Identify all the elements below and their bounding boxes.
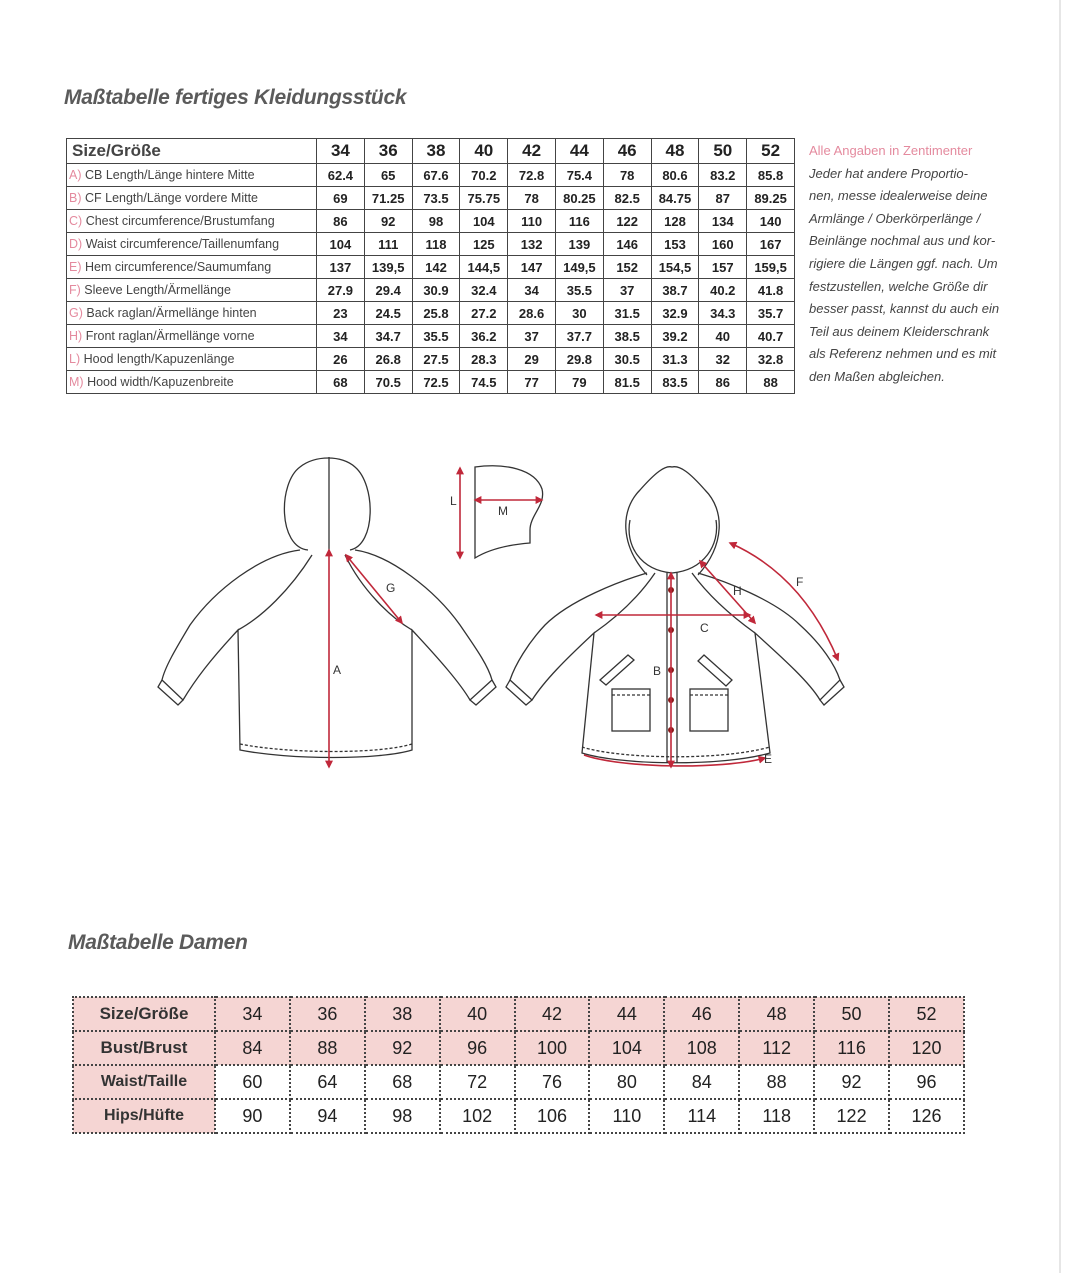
row-label xyxy=(67,233,317,256)
cell-value: 88 xyxy=(290,1031,365,1065)
cell-value: 40 xyxy=(699,325,747,348)
row-prefix: D) xyxy=(69,237,83,251)
row-label-text: Back raglan/Ärmellänge hinten xyxy=(86,306,257,320)
cell-value: 31.3 xyxy=(651,348,699,371)
women-size-table xyxy=(72,996,965,1134)
cell-value: 110 xyxy=(508,210,556,233)
cell-value: 75.75 xyxy=(460,187,508,210)
label-h: H xyxy=(733,584,742,598)
cell-value: 28.6 xyxy=(508,302,556,325)
cell-value: 23 xyxy=(317,302,365,325)
cell-value: 62.4 xyxy=(317,164,365,187)
cell-value: 32.4 xyxy=(460,279,508,302)
cell-value: 122 xyxy=(814,1099,889,1133)
cell-value: 30.9 xyxy=(412,279,460,302)
label-b: B xyxy=(653,664,662,678)
hood-detail xyxy=(450,466,543,558)
row-label xyxy=(67,256,317,279)
row-label-text: Hem circumference/Saumumfang xyxy=(84,260,272,274)
cell-value: 144,5 xyxy=(460,256,508,279)
cell-value: 90 xyxy=(215,1099,290,1133)
cell-value: 72 xyxy=(440,1065,515,1099)
cell-value: 159,5 xyxy=(747,256,795,279)
cell-value: 160 xyxy=(699,233,747,256)
cell-value: 27.9 xyxy=(317,279,365,302)
cell-value: 89.25 xyxy=(747,187,795,210)
row-prefix: E) xyxy=(69,260,82,274)
table-row xyxy=(67,233,795,256)
note-line: Teil aus deinem Kleiderschrank xyxy=(809,323,990,339)
size-col: 36 xyxy=(290,997,365,1031)
cell-value: 81.5 xyxy=(603,371,651,394)
cell-value: 37 xyxy=(508,325,556,348)
cell-value: 149,5 xyxy=(555,256,603,279)
cell-value: 69 xyxy=(317,187,365,210)
cell-value: 32 xyxy=(699,348,747,371)
cell-value: 111 xyxy=(364,233,412,256)
cell-value: 86 xyxy=(317,210,365,233)
label-m: M xyxy=(498,504,508,518)
row-label xyxy=(67,302,317,325)
cell-value: 74.5 xyxy=(460,371,508,394)
cell-value: 92 xyxy=(814,1065,889,1099)
cell-value: 108 xyxy=(664,1031,739,1065)
cell-value: 72.8 xyxy=(508,164,556,187)
size-col: 48 xyxy=(651,139,699,164)
table-row xyxy=(67,256,795,279)
cell-value: 80 xyxy=(589,1065,664,1099)
row-label-text: Sleeve Length/Ärmellänge xyxy=(84,283,231,297)
cell-value: 88 xyxy=(747,371,795,394)
cell-value: 84 xyxy=(215,1031,290,1065)
measurement-note xyxy=(809,140,1014,389)
cell-value: 86 xyxy=(699,371,747,394)
size-col: 44 xyxy=(555,139,603,164)
table-row xyxy=(67,210,795,233)
cell-value: 80.6 xyxy=(651,164,699,187)
size-col: 46 xyxy=(603,139,651,164)
jacket-back-view xyxy=(158,457,496,767)
cell-value: 85.8 xyxy=(747,164,795,187)
cell-value: 32.8 xyxy=(747,348,795,371)
cell-value: 96 xyxy=(889,1065,964,1099)
cell-value: 116 xyxy=(814,1031,889,1065)
label-g: G xyxy=(386,581,396,595)
row-prefix: F) xyxy=(69,283,81,297)
size-col: 46 xyxy=(664,997,739,1031)
cell-value: 82.5 xyxy=(603,187,651,210)
cell-value: 38.5 xyxy=(603,325,651,348)
table-row xyxy=(67,187,795,210)
cell-value: 38.7 xyxy=(651,279,699,302)
row-label xyxy=(67,371,317,394)
table-row xyxy=(73,1031,964,1065)
cell-value: 72.5 xyxy=(412,371,460,394)
row-prefix: B) xyxy=(69,191,82,205)
cell-value: 128 xyxy=(651,210,699,233)
row-label-text: Front raglan/Ärmellänge vorne xyxy=(85,329,255,343)
women-table-title: Maßtabelle Damen xyxy=(68,931,248,954)
cell-value: 87 xyxy=(699,187,747,210)
cell-value: 92 xyxy=(365,1031,440,1065)
table-row xyxy=(67,371,795,394)
table-row xyxy=(73,1065,964,1099)
cell-value: 94 xyxy=(290,1099,365,1133)
cell-value: 106 xyxy=(515,1099,590,1133)
cell-value: 146 xyxy=(603,233,651,256)
cell-value: 132 xyxy=(508,233,556,256)
cell-value: 125 xyxy=(460,233,508,256)
cell-value: 104 xyxy=(589,1031,664,1065)
note-line: den Maßen abgleichen. xyxy=(809,368,945,384)
cell-value: 40.2 xyxy=(699,279,747,302)
size-col: 36 xyxy=(364,139,412,164)
size-col: 52 xyxy=(747,139,795,164)
cell-value: 152 xyxy=(603,256,651,279)
size-col: 50 xyxy=(814,997,889,1031)
jacket-diagram xyxy=(150,455,870,785)
cell-value: 32.9 xyxy=(651,302,699,325)
cell-value: 154,5 xyxy=(651,256,699,279)
cell-value: 34 xyxy=(317,325,365,348)
size-col: 34 xyxy=(215,997,290,1031)
cell-value: 26.8 xyxy=(364,348,412,371)
row-label-text: Hood length/Kapuzenlänge xyxy=(83,352,235,366)
table-header-row xyxy=(73,997,964,1031)
size-col: 50 xyxy=(699,139,747,164)
cell-value: 84.75 xyxy=(651,187,699,210)
cell-value: 142 xyxy=(412,256,460,279)
cell-value: 116 xyxy=(555,210,603,233)
cell-value: 60 xyxy=(215,1065,290,1099)
cell-value: 70.2 xyxy=(460,164,508,187)
cell-value: 75.4 xyxy=(555,164,603,187)
table-row xyxy=(67,348,795,371)
table-row xyxy=(67,325,795,348)
cell-value: 34.7 xyxy=(364,325,412,348)
cell-value: 37.7 xyxy=(555,325,603,348)
cell-value: 29 xyxy=(508,348,556,371)
cell-value: 84 xyxy=(664,1065,739,1099)
label-a: A xyxy=(333,663,342,677)
cell-value: 41.8 xyxy=(747,279,795,302)
cell-value: 83.5 xyxy=(651,371,699,394)
cell-value: 70.5 xyxy=(364,371,412,394)
row-prefix: L) xyxy=(69,352,81,366)
cell-value: 104 xyxy=(317,233,365,256)
front-body xyxy=(510,573,840,763)
cell-value: 40.7 xyxy=(747,325,795,348)
jacket-front-view xyxy=(506,467,844,767)
note-line: Beinlänge nochmal aus und kor- xyxy=(809,233,996,249)
row-label xyxy=(67,348,317,371)
row-label: Bust/Brust xyxy=(73,1031,215,1065)
row-label-text: CB Length/Länge hintere Mitte xyxy=(84,168,255,182)
cell-value: 30.5 xyxy=(603,348,651,371)
cell-value: 68 xyxy=(365,1065,440,1099)
cell-value: 35.5 xyxy=(412,325,460,348)
row-label-text: Chest circumference/Brustumfang xyxy=(85,214,275,228)
back-body xyxy=(162,550,492,758)
cell-value: 79 xyxy=(555,371,603,394)
label-f: F xyxy=(796,575,804,589)
label-e: E xyxy=(764,752,773,766)
table-row xyxy=(73,1099,964,1133)
cell-value: 29.4 xyxy=(364,279,412,302)
cell-value: 100 xyxy=(515,1031,590,1065)
row-label-text: Waist circumference/Taillenumfang xyxy=(85,237,280,251)
finished-measurements-table xyxy=(66,138,795,394)
cell-value: 77 xyxy=(508,371,556,394)
size-col: 44 xyxy=(589,997,664,1031)
cell-value: 76 xyxy=(515,1065,590,1099)
table-row xyxy=(67,279,795,302)
cell-value: 28.3 xyxy=(460,348,508,371)
cell-value: 118 xyxy=(739,1099,814,1133)
cell-value: 96 xyxy=(440,1031,515,1065)
row-prefix: M) xyxy=(69,375,84,389)
finished-table-title: Maßtabelle fertiges Kleidungsstück xyxy=(64,86,407,109)
size-col: 40 xyxy=(460,139,508,164)
row-label xyxy=(67,187,317,210)
row-label xyxy=(67,164,317,187)
hood-outline xyxy=(475,466,543,558)
cell-value: 27.2 xyxy=(460,302,508,325)
cell-value: 30 xyxy=(555,302,603,325)
row-label: Waist/Taille xyxy=(73,1065,215,1099)
note-line: besser passt, kannst du auch ein xyxy=(809,301,1000,317)
size-col: 42 xyxy=(515,997,590,1031)
cell-value: 73.5 xyxy=(412,187,460,210)
cell-value: 37 xyxy=(603,279,651,302)
cell-value: 65 xyxy=(364,164,412,187)
size-header: Size/Größe xyxy=(73,997,215,1031)
cell-value: 118 xyxy=(412,233,460,256)
note-line: festzustellen, welche Größe dir xyxy=(809,278,988,294)
size-header: Size/Größe xyxy=(67,139,317,164)
size-col: 42 xyxy=(508,139,556,164)
cell-value: 120 xyxy=(889,1031,964,1065)
size-col: 38 xyxy=(365,997,440,1031)
cell-value: 31.5 xyxy=(603,302,651,325)
cell-value: 139,5 xyxy=(364,256,412,279)
cell-value: 26 xyxy=(317,348,365,371)
row-label-text: Hood width/Kapuzenbreite xyxy=(87,375,234,389)
cell-value: 92 xyxy=(364,210,412,233)
back-hood xyxy=(284,458,370,550)
cell-value: 35.7 xyxy=(747,302,795,325)
cell-value: 98 xyxy=(365,1099,440,1133)
cell-value: 140 xyxy=(747,210,795,233)
size-col: 38 xyxy=(412,139,460,164)
table-row xyxy=(67,302,795,325)
label-l: L xyxy=(450,494,457,508)
note-line: nen, messe idealerweise deine xyxy=(809,188,988,204)
cell-value: 112 xyxy=(739,1031,814,1065)
cell-value: 153 xyxy=(651,233,699,256)
row-label xyxy=(67,279,317,302)
table-row xyxy=(67,164,795,187)
size-col: 40 xyxy=(440,997,515,1031)
cell-value: 64 xyxy=(290,1065,365,1099)
note-line: als Referenz nehmen und es mit xyxy=(809,346,997,362)
cell-value: 157 xyxy=(699,256,747,279)
row-label: Hips/Hüfte xyxy=(73,1099,215,1133)
size-col: 52 xyxy=(889,997,964,1031)
size-col: 34 xyxy=(317,139,365,164)
cell-value: 68 xyxy=(317,371,365,394)
cell-value: 67.6 xyxy=(412,164,460,187)
cell-value: 98 xyxy=(412,210,460,233)
cell-value: 36.2 xyxy=(460,325,508,348)
table-header-row xyxy=(67,139,795,164)
row-label-text: CF Length/Länge vordere Mitte xyxy=(84,191,259,205)
cell-value: 134 xyxy=(699,210,747,233)
note-highlight: Alle Angaben in Zentimenter xyxy=(809,143,973,158)
row-prefix: C) xyxy=(69,214,83,228)
cell-value: 139 xyxy=(555,233,603,256)
cell-value: 110 xyxy=(589,1099,664,1133)
cell-value: 71.25 xyxy=(364,187,412,210)
cell-value: 35.5 xyxy=(555,279,603,302)
cell-value: 122 xyxy=(603,210,651,233)
cell-value: 167 xyxy=(747,233,795,256)
page-edge xyxy=(1059,0,1061,1273)
cell-value: 83.2 xyxy=(699,164,747,187)
label-c: C xyxy=(700,621,709,635)
cell-value: 137 xyxy=(317,256,365,279)
cell-value: 88 xyxy=(739,1065,814,1099)
cell-value: 80.25 xyxy=(555,187,603,210)
cell-value: 34.3 xyxy=(699,302,747,325)
row-label xyxy=(67,325,317,348)
note-line: Armlänge / Oberkörperlänge / xyxy=(809,210,981,226)
cell-value: 27.5 xyxy=(412,348,460,371)
cell-value: 29.8 xyxy=(555,348,603,371)
cell-value: 78 xyxy=(508,187,556,210)
cell-value: 39.2 xyxy=(651,325,699,348)
cell-value: 24.5 xyxy=(364,302,412,325)
row-prefix: A) xyxy=(69,168,82,182)
row-label xyxy=(67,210,317,233)
size-col: 48 xyxy=(739,997,814,1031)
cell-value: 126 xyxy=(889,1099,964,1133)
cell-value: 34 xyxy=(508,279,556,302)
note-line: Jeder hat andere Proportio- xyxy=(809,165,968,181)
row-prefix: G) xyxy=(69,306,83,320)
cell-value: 147 xyxy=(508,256,556,279)
row-prefix: H) xyxy=(69,329,83,343)
note-line: rigiere die Längen ggf. nach. Um xyxy=(809,255,998,271)
cell-value: 104 xyxy=(460,210,508,233)
cell-value: 102 xyxy=(440,1099,515,1133)
cell-value: 78 xyxy=(603,164,651,187)
cell-value: 25.8 xyxy=(412,302,460,325)
cell-value: 114 xyxy=(664,1099,739,1133)
